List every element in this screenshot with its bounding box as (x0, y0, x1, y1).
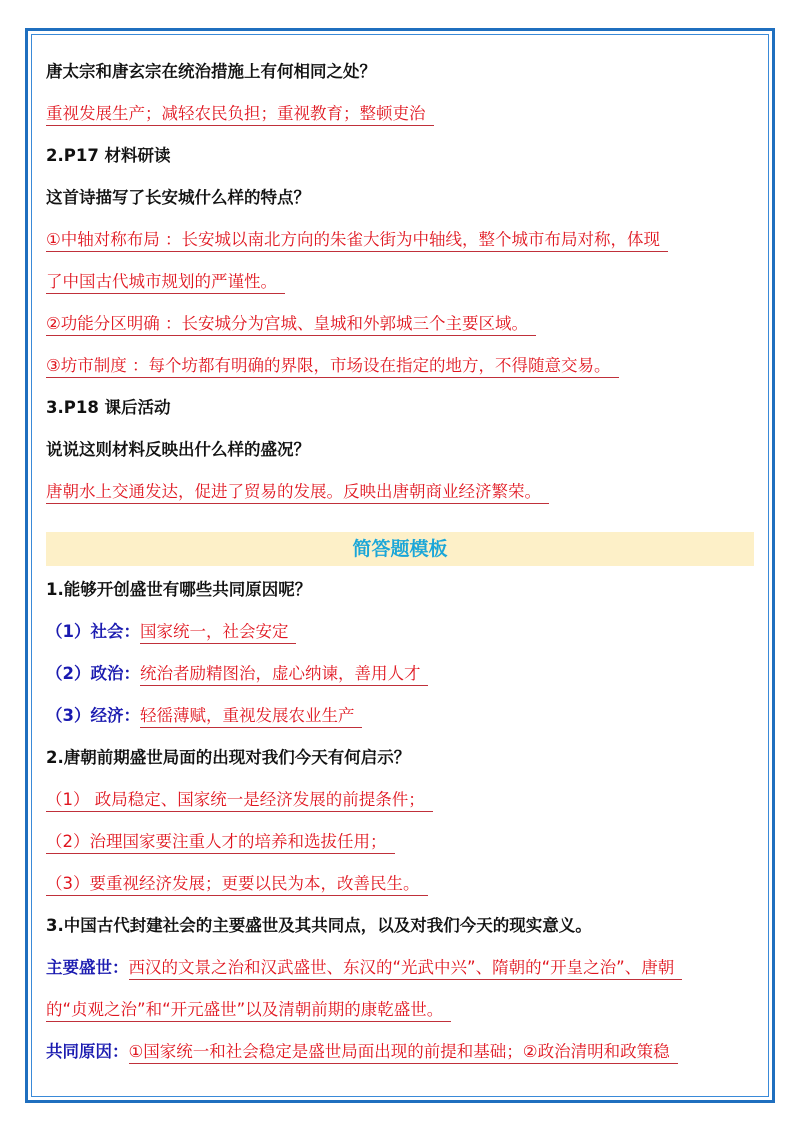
short-answer-template-section (46, 569, 756, 1073)
answer-text: ③坊市制度 ：每个坊都有明确的界限，市场设在指定的地方，不得随意交易。 (46, 356, 619, 378)
answer-label: （2）政治： (46, 664, 140, 683)
section-banner: 简答题模板 (46, 532, 754, 566)
question-line (46, 387, 756, 429)
answer-text: 轻徭薄赋，重视发展农业生产 (140, 706, 363, 728)
answer-text: 的“贞观之治”和“开元盛世”以及清朝前期的康乾盛世。 (46, 1000, 451, 1022)
answer-label: （3）经济： (46, 706, 140, 725)
question-line (46, 51, 756, 93)
answer-line (46, 989, 756, 1031)
answer-text: 重视发展生产；减轻农民负担；重视教育；整顿吏治 (46, 104, 434, 126)
question-text: 2.唐朝前期盛世局面的出现对我们今天有何启示？ (46, 748, 411, 767)
answer-line (46, 93, 756, 135)
question-text: 唐太宗和唐玄宗在统治措施上有何相同之处？ (46, 62, 376, 81)
question-line (46, 569, 756, 611)
answer-line (46, 779, 756, 821)
answer-label: 共同原因： (46, 1042, 129, 1061)
question-text: 3.中国古代封建社会的主要盛世及其共同点，以及对我们今天的现实意义。 (46, 916, 592, 935)
question-text: 1.能够开创盛世有哪些共同原因呢？ (46, 580, 312, 599)
question-text: 说说这则材料反映出什么样的盛况？ (46, 440, 310, 459)
answer-line (46, 611, 756, 653)
question-line (46, 737, 756, 779)
answer-line (46, 863, 756, 905)
question-line (46, 177, 756, 219)
answer-text: 统治者励精图治，虚心纳谏，善用人才 (140, 664, 429, 686)
answer-line (46, 947, 756, 989)
answer-text: （3）要重视经济发展；更要以民为本，改善民生。 (46, 874, 428, 896)
answer-text: ①国家统一和社会稳定是盛世局面出现的前提和基础；②政治清明和政策稳 (129, 1042, 678, 1064)
question-line (46, 135, 756, 177)
question-line (46, 905, 756, 947)
answer-label: （1）社会： (46, 622, 140, 641)
question-text: 3.P18 课后活动 (46, 398, 171, 417)
answer-line (46, 653, 756, 695)
answer-text: 西汉的文景之治和汉武盛世、东汉的“光武中兴”、隋朝的“开皇之治”、唐朝 (129, 958, 683, 980)
question-line (46, 429, 756, 471)
answer-text: 了中国古代城市规划的严谨性。 (46, 272, 285, 294)
answer-text: ①中轴对称布局 ：长安城以南北方向的朱雀大街为中轴线，整个城市布局对称，体现 (46, 230, 668, 252)
answer-text: ②功能分区明确 ：长安城分为宫城、皇城和外郭城三个主要区域。 (46, 314, 536, 336)
answer-line (46, 471, 756, 513)
answer-line (46, 219, 756, 261)
question-text: 2.P17 材料研读 (46, 146, 171, 165)
answer-label: 主要盛世： (46, 958, 129, 977)
answer-text: （1） 政局稳定、国家统一是经济发展的前提条件； (46, 790, 433, 812)
answer-text: （2）治理国家要注重人才的培养和选拔任用； (46, 832, 395, 854)
answer-line (46, 303, 756, 345)
answer-line (46, 261, 756, 303)
answer-line (46, 821, 756, 863)
question-text: 这首诗描写了长安城什么样的特点？ (46, 188, 310, 207)
answer-text: 国家统一，社会安定 (140, 622, 297, 644)
answer-text: 唐朝水上交通发达，促进了贸易的发展。反映出唐朝商业经济繁荣。 (46, 482, 549, 504)
answer-line (46, 1031, 756, 1073)
answer-line (46, 345, 756, 387)
answer-line (46, 695, 756, 737)
textbook-answers-section (46, 51, 756, 513)
